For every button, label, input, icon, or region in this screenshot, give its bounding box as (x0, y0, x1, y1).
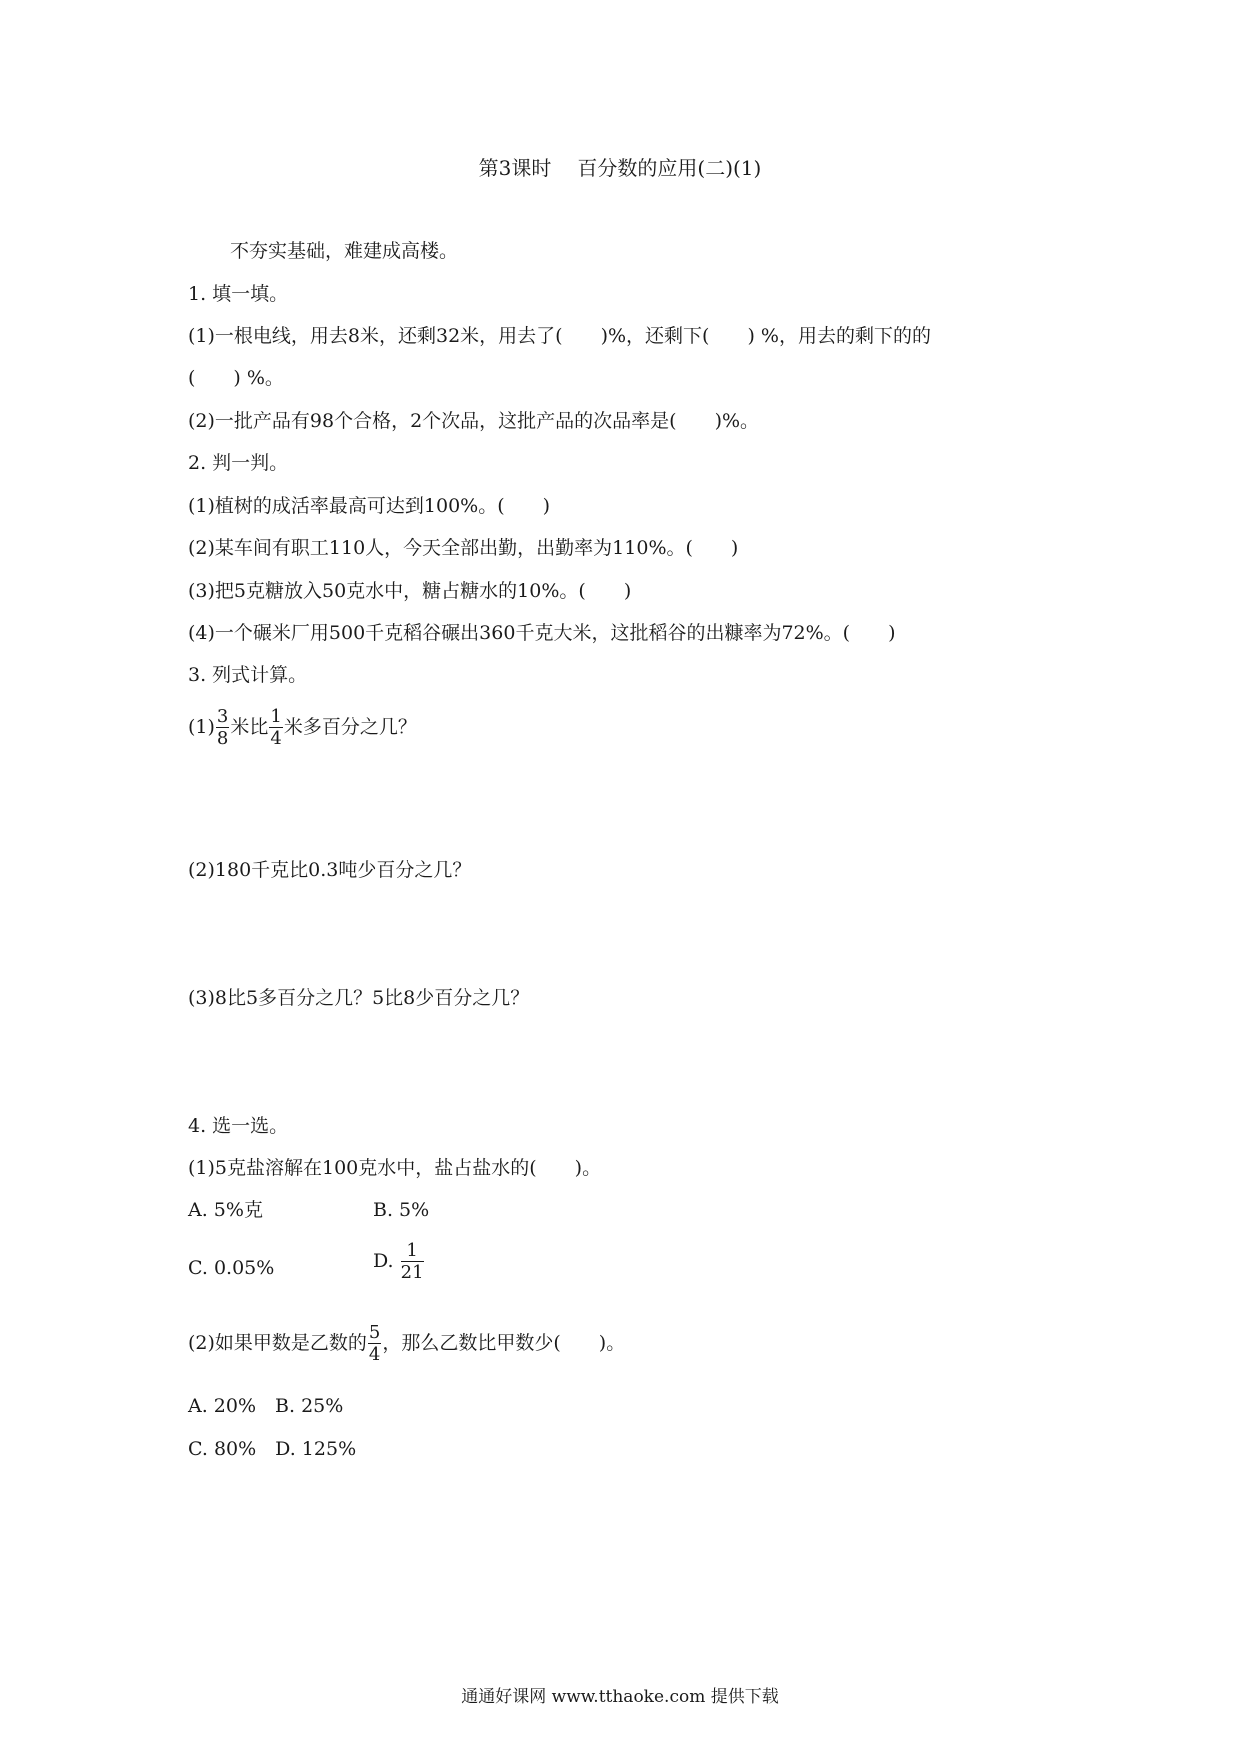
option-d-label: D. (373, 1250, 394, 1272)
q4-item1-question: (1)5克盐溶解在100克水中，盐占盐水的( )。 (188, 1157, 602, 1179)
fraction-denominator: 4 (368, 1344, 381, 1365)
lesson-topic: 百分数的应用(二)(1) (577, 156, 762, 180)
q3-heading: 3. 列式计算。 (188, 664, 308, 686)
q4-heading: 4. 选一选。 (188, 1115, 289, 1137)
q4-item2-options-ab: A. 20% B. 25% (188, 1395, 344, 1417)
fraction-denominator: 21 (400, 1262, 424, 1283)
q1-item1-line1: (1)一根电线，用去8米，还剩32米，用去了( )%，还剩下( ) %，用去的剩下的的 (188, 325, 931, 347)
q2-item-2: (2)某车间有职工110人，今天全部出勤，出勤率为110%。( ) (188, 537, 739, 559)
lesson-number: 第3课时 (478, 156, 552, 180)
q4-item1-option-b: B. 5% (373, 1199, 430, 1221)
q4-item1-option-d (373, 1242, 425, 1282)
fraction-numerator: 1 (270, 706, 282, 727)
fraction-numerator: 3 (216, 706, 229, 727)
q3-item2: (2)180千克比0.3吨少百分之几？ (188, 859, 472, 881)
fraction-denominator: 8 (216, 728, 229, 749)
q2-item-1: (1)植树的成活率最高可达到100%。( ) (188, 495, 551, 517)
q3-item3: (3)8比5多百分之几？5比8少百分之几？ (188, 987, 530, 1009)
q3-item1-mid: 米比 (230, 716, 269, 738)
fraction-three-eighths (216, 708, 229, 748)
fraction-numerator: 5 (368, 1322, 381, 1343)
q4-item2-options-cd: C. 80% D. 125% (188, 1438, 357, 1460)
q2-heading: 2. 判一判。 (188, 452, 289, 474)
fraction-five-quarters (368, 1324, 381, 1364)
q4-item1-option-a: A. 5%克 (188, 1199, 263, 1221)
fraction-denominator: 4 (270, 728, 282, 749)
q4-item2-question (188, 1324, 625, 1364)
page-title (0, 152, 1240, 181)
q1-heading: 1. 填一填。 (188, 283, 289, 305)
q4-item2-suffix: ，那么乙数比甲数少( )。 (382, 1332, 626, 1354)
q3-item1 (188, 708, 417, 748)
motto: 不夯实基础，难建成高楼。 (230, 240, 459, 262)
q2-item-4: (4)一个碾米厂用500千克稻谷碾出360千克大米，这批稻谷的出糠率为72%。( ) (188, 622, 896, 644)
q2-item-3: (3)把5克糖放入50克水中，糖占糖水的10%。( ) (188, 580, 632, 602)
q4-item1-option-c: C. 0.05% (188, 1257, 275, 1279)
fraction-numerator: 1 (401, 1242, 424, 1262)
q4-item2-prefix: (2)如果甲数是乙数的 (188, 1332, 367, 1354)
q1-item1-line2: ( ) %。 (188, 367, 284, 389)
footer-credit: 通通好课网 www.tthaoke.com 提供下载 (461, 1687, 779, 1707)
q3-item1-prefix: (1) (188, 716, 215, 738)
q1-item2: (2)一批产品有98个合格，2个次品，这批产品的次品率是( )%。 (188, 410, 760, 432)
fraction-one-twentyfirst (401, 1242, 424, 1282)
fraction-one-quarter (269, 708, 282, 748)
q3-item1-suffix: 米多百分之几？ (283, 716, 417, 738)
